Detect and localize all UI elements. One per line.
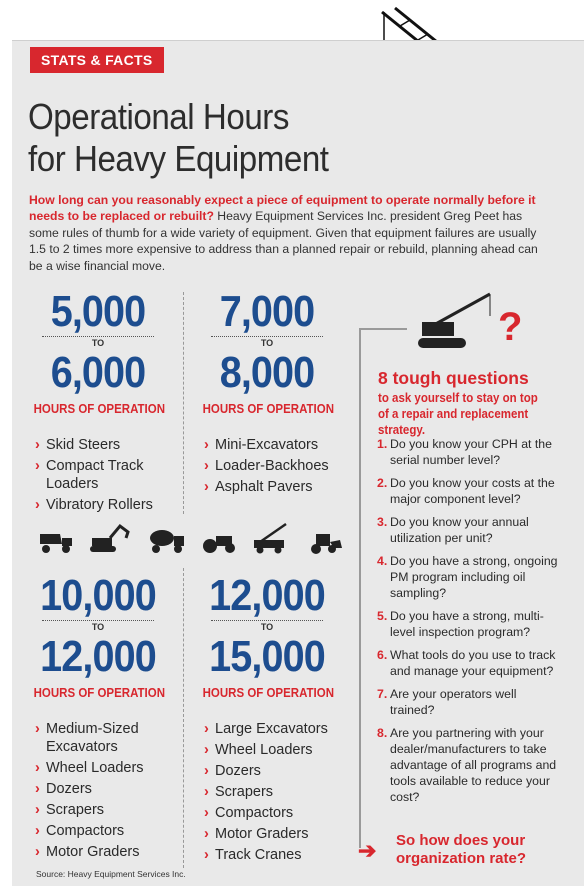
range-divider bbox=[211, 336, 323, 337]
chevron-icon: › bbox=[204, 784, 209, 800]
question-item: 5. Do you have a strong, multi-level inspection program? bbox=[377, 609, 544, 639]
chevron-icon: › bbox=[35, 844, 40, 860]
question-item: 4. Do you have a strong, ongoing PM program including oil sampling? bbox=[377, 554, 558, 600]
range-from: 5,000 bbox=[50, 287, 146, 336]
hours-label: HOURS OF OPERATION bbox=[202, 686, 335, 700]
chevron-icon: › bbox=[35, 760, 40, 776]
equipment-list-1 bbox=[35, 436, 175, 517]
range-to-label: TO bbox=[91, 622, 105, 632]
question-item: 8. Are you partnering with your dealer/manufacturers to take advantage of all programs and tools available to reduce your cost? bbox=[377, 726, 557, 804]
roller-icon bbox=[202, 532, 238, 554]
range-block-3 bbox=[28, 572, 168, 701]
list-item: › Wheel Loaders bbox=[35, 760, 144, 776]
chevron-icon: › bbox=[204, 826, 209, 842]
list-item: › Compact Track Loaders bbox=[35, 458, 144, 492]
chevron-icon: › bbox=[204, 847, 209, 863]
section-tag: STATS & FACTS bbox=[30, 47, 164, 73]
chevron-icon: › bbox=[204, 721, 209, 737]
question-item: 3. Do you know your annual utilization per unit? bbox=[377, 515, 529, 545]
hours-label: HOURS OF OPERATION bbox=[33, 402, 166, 416]
range-to-label: TO bbox=[260, 622, 274, 632]
chevron-icon: › bbox=[204, 805, 209, 821]
questions-bracket bbox=[359, 328, 361, 848]
chevron-icon: › bbox=[204, 763, 209, 779]
chevron-icon: › bbox=[204, 437, 209, 453]
mixer-truck-icon bbox=[146, 528, 186, 554]
crawler-crane-question-icon bbox=[412, 290, 524, 352]
list-item: › Vibratory Rollers bbox=[35, 497, 153, 513]
range-block-1 bbox=[28, 288, 168, 417]
list-item: › Compactors bbox=[204, 805, 294, 821]
questions-list bbox=[377, 436, 562, 812]
questions-bracket-top bbox=[359, 328, 407, 330]
range-block-4 bbox=[197, 572, 337, 701]
equipment-list-4 bbox=[204, 720, 354, 867]
chevron-icon: › bbox=[204, 479, 209, 495]
column-divider-bottom bbox=[183, 568, 184, 868]
list-item: › Dozers bbox=[204, 763, 261, 779]
chevron-icon: › bbox=[204, 742, 209, 758]
equipment-list-3 bbox=[35, 720, 175, 864]
range-to: 15,000 bbox=[209, 632, 325, 681]
list-item: › Scrapers bbox=[35, 802, 105, 818]
crane-truck-icon bbox=[252, 522, 292, 554]
chevron-icon: › bbox=[35, 458, 40, 474]
questions-title: 8 tough questions bbox=[378, 368, 529, 388]
chevron-icon: › bbox=[35, 781, 40, 797]
list-item: › Loader-Backhoes bbox=[204, 458, 329, 474]
range-divider bbox=[211, 620, 323, 621]
list-item: › Scrapers bbox=[204, 784, 274, 800]
wheel-loader-icon bbox=[306, 530, 344, 554]
intro-body: Heavy Equipment Services Inc. president Greg Peet has some rules of thumb for a wide variety of equipment. Given that equipment failures are usually 1.5 to 2 times more expensive to address than a planned repair or rebuild, planning ahead can be a wise financial move. bbox=[29, 209, 538, 273]
range-divider bbox=[42, 336, 154, 337]
source-note: Source: Heavy Equipment Services Inc. bbox=[36, 869, 186, 879]
list-item: › Motor Graders bbox=[35, 844, 140, 860]
page-title bbox=[28, 96, 332, 180]
list-item: › Track Cranes bbox=[204, 847, 302, 863]
question-item: 6. What tools do you use to track and manage your equipment? bbox=[377, 648, 556, 678]
chevron-icon: › bbox=[35, 802, 40, 818]
range-to-label: TO bbox=[260, 338, 274, 348]
list-item: › Wheel Loaders bbox=[204, 742, 313, 758]
question-item: 1. Do you know your CPH at the serial number level? bbox=[377, 437, 552, 467]
hours-label: HOURS OF OPERATION bbox=[33, 686, 166, 700]
range-from: 12,000 bbox=[209, 571, 325, 620]
title-line-1: Operational Hours bbox=[28, 96, 289, 137]
list-item: › Medium-Sized Excavators bbox=[35, 721, 139, 755]
list-item: › Compactors bbox=[35, 823, 125, 839]
column-divider-top bbox=[183, 292, 184, 514]
list-item: › Large Excavators bbox=[204, 721, 328, 737]
equipment-list-2 bbox=[204, 436, 354, 499]
range-from: 7,000 bbox=[219, 287, 315, 336]
intro-lead: How long can you reasonably expect a piece of equipment to operate normally before it needs to be replaced or rebuilt? bbox=[29, 193, 536, 224]
intro-paragraph bbox=[29, 192, 554, 274]
question-item: 7. Are your operators well trained? bbox=[377, 687, 517, 717]
title-line-2: for Heavy Equipment bbox=[28, 138, 329, 179]
call-to-action: So how does your organization rate? bbox=[396, 832, 527, 867]
arrow-right-icon: ➔ bbox=[358, 838, 377, 863]
list-item: › Motor Graders bbox=[204, 826, 309, 842]
hours-label: HOURS OF OPERATION bbox=[202, 402, 335, 416]
chevron-icon: › bbox=[204, 458, 209, 474]
list-item: › Skid Steers bbox=[35, 437, 121, 453]
list-item: › Mini-Excavators bbox=[204, 437, 319, 453]
range-to: 12,000 bbox=[40, 632, 156, 681]
svg-text:?: ? bbox=[498, 305, 523, 349]
chevron-icon: › bbox=[35, 823, 40, 839]
range-to: 6,000 bbox=[50, 348, 146, 397]
dump-truck-icon bbox=[38, 530, 74, 554]
excavator-icon bbox=[88, 522, 132, 554]
list-item: › Dozers bbox=[35, 781, 92, 797]
question-item: 2. Do you know your costs at the major component level? bbox=[377, 476, 555, 506]
range-to-label: TO bbox=[91, 338, 105, 348]
chevron-icon: › bbox=[35, 437, 40, 453]
range-from: 10,000 bbox=[40, 571, 156, 620]
range-block-2 bbox=[197, 288, 337, 417]
range-divider bbox=[42, 620, 154, 621]
range-to: 8,000 bbox=[219, 348, 315, 397]
chevron-icon: › bbox=[35, 721, 40, 737]
chevron-icon: › bbox=[35, 497, 40, 513]
list-item: › Asphalt Pavers bbox=[204, 479, 313, 495]
questions-subtitle: to ask yourself to stay on top of a repair and replacement strategy. bbox=[378, 391, 538, 437]
equipment-icon-row bbox=[30, 522, 350, 558]
